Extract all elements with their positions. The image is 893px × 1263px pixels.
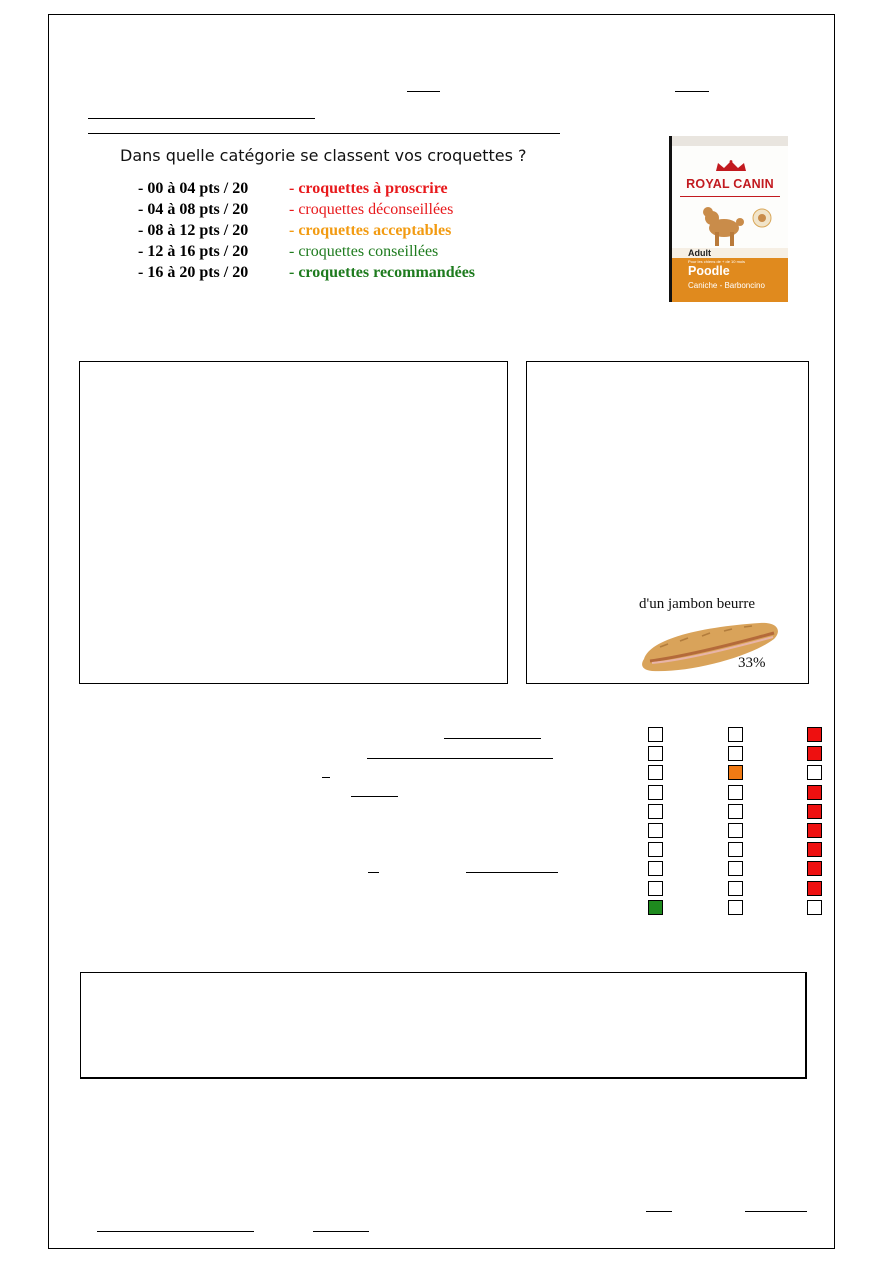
composition-panel — [79, 361, 508, 684]
sandwich-percent: 33% — [738, 655, 766, 671]
bag-top-strip — [672, 136, 788, 146]
category-range: - 04 à 08 pts / 20 — [138, 201, 249, 218]
score-checkbox-empty[interactable] — [728, 823, 743, 838]
category-label: - croquettes recommandées — [289, 264, 476, 281]
score-checkbox-empty[interactable] — [728, 785, 743, 800]
score-checkbox-empty[interactable] — [648, 881, 663, 896]
category-range: - 16 à 20 pts / 20 — [138, 264, 249, 281]
score-checkbox-empty[interactable] — [648, 823, 663, 838]
score-checkbox-empty[interactable] — [648, 861, 663, 876]
score-checkbox-red[interactable] — [807, 861, 822, 876]
blank-line — [88, 133, 560, 134]
score-checkbox-red[interactable] — [807, 804, 822, 819]
bag-variety-sub: Caniche - Barboncino — [688, 281, 765, 290]
bag-subtext: Pour les chiens de + de 10 mois — [688, 259, 746, 264]
score-checkbox-red[interactable] — [807, 785, 822, 800]
category-label: - croquettes acceptables — [289, 222, 452, 239]
score-checkbox-empty[interactable] — [728, 900, 743, 915]
score-checkbox-orange[interactable] — [728, 765, 743, 780]
bag-stage: Adult — [672, 248, 788, 258]
blank-line — [322, 777, 330, 778]
score-checkbox-red[interactable] — [807, 842, 822, 857]
score-checkbox-empty[interactable] — [648, 746, 663, 761]
score-checkbox-empty[interactable] — [807, 765, 822, 780]
blank-line — [97, 1231, 254, 1232]
score-checkbox-empty[interactable] — [648, 785, 663, 800]
category-question: Dans quelle catégorie se classent vos croquettes ? — [120, 146, 527, 165]
score-checkbox-red[interactable] — [807, 746, 822, 761]
blank-line — [466, 872, 558, 873]
blank-line — [313, 1231, 369, 1232]
blank-line — [407, 91, 440, 92]
blank-line — [745, 1211, 807, 1212]
blank-line — [675, 91, 709, 92]
blank-line — [88, 118, 315, 119]
bag-brand: ROYAL CANIN — [686, 177, 774, 191]
score-checkbox-empty[interactable] — [648, 804, 663, 819]
category-range: - 12 à 16 pts / 20 — [138, 243, 249, 260]
score-checkbox-empty[interactable] — [728, 804, 743, 819]
bag-divider — [680, 196, 780, 197]
score-checkbox-empty[interactable] — [648, 842, 663, 857]
score-checkbox-empty[interactable] — [728, 746, 743, 761]
score-checkbox-empty[interactable] — [807, 900, 822, 915]
score-checkbox-green[interactable] — [648, 900, 663, 915]
blank-line — [444, 738, 541, 739]
product-bag-image — [669, 136, 788, 302]
score-checkbox-empty[interactable] — [728, 727, 743, 742]
category-label: - croquettes à proscrire — [289, 180, 448, 197]
score-checkbox-empty[interactable] — [728, 842, 743, 857]
score-checkbox-empty[interactable] — [648, 727, 663, 742]
blank-line — [367, 758, 553, 759]
conclusion-panel — [80, 972, 807, 1079]
category-label: - croquettes conseillées — [289, 243, 439, 260]
category-range: - 08 à 12 pts / 20 — [138, 222, 249, 239]
bag-variety: Poodle — [688, 264, 730, 278]
score-checkbox-empty[interactable] — [728, 881, 743, 896]
crown-icon — [714, 160, 748, 172]
blank-line — [351, 796, 398, 797]
sandwich-caption: d'un jambon beurre — [639, 596, 756, 612]
category-range: - 00 à 04 pts / 20 — [138, 180, 249, 197]
category-label: - croquettes déconseillées — [289, 201, 454, 218]
score-checkbox-red[interactable] — [807, 823, 822, 838]
score-checkbox-red[interactable] — [807, 881, 822, 896]
score-checkbox-empty[interactable] — [648, 765, 663, 780]
blank-line — [368, 872, 379, 873]
blank-line — [646, 1211, 672, 1212]
score-checkbox-red[interactable] — [807, 727, 822, 742]
score-checkbox-empty[interactable] — [728, 861, 743, 876]
